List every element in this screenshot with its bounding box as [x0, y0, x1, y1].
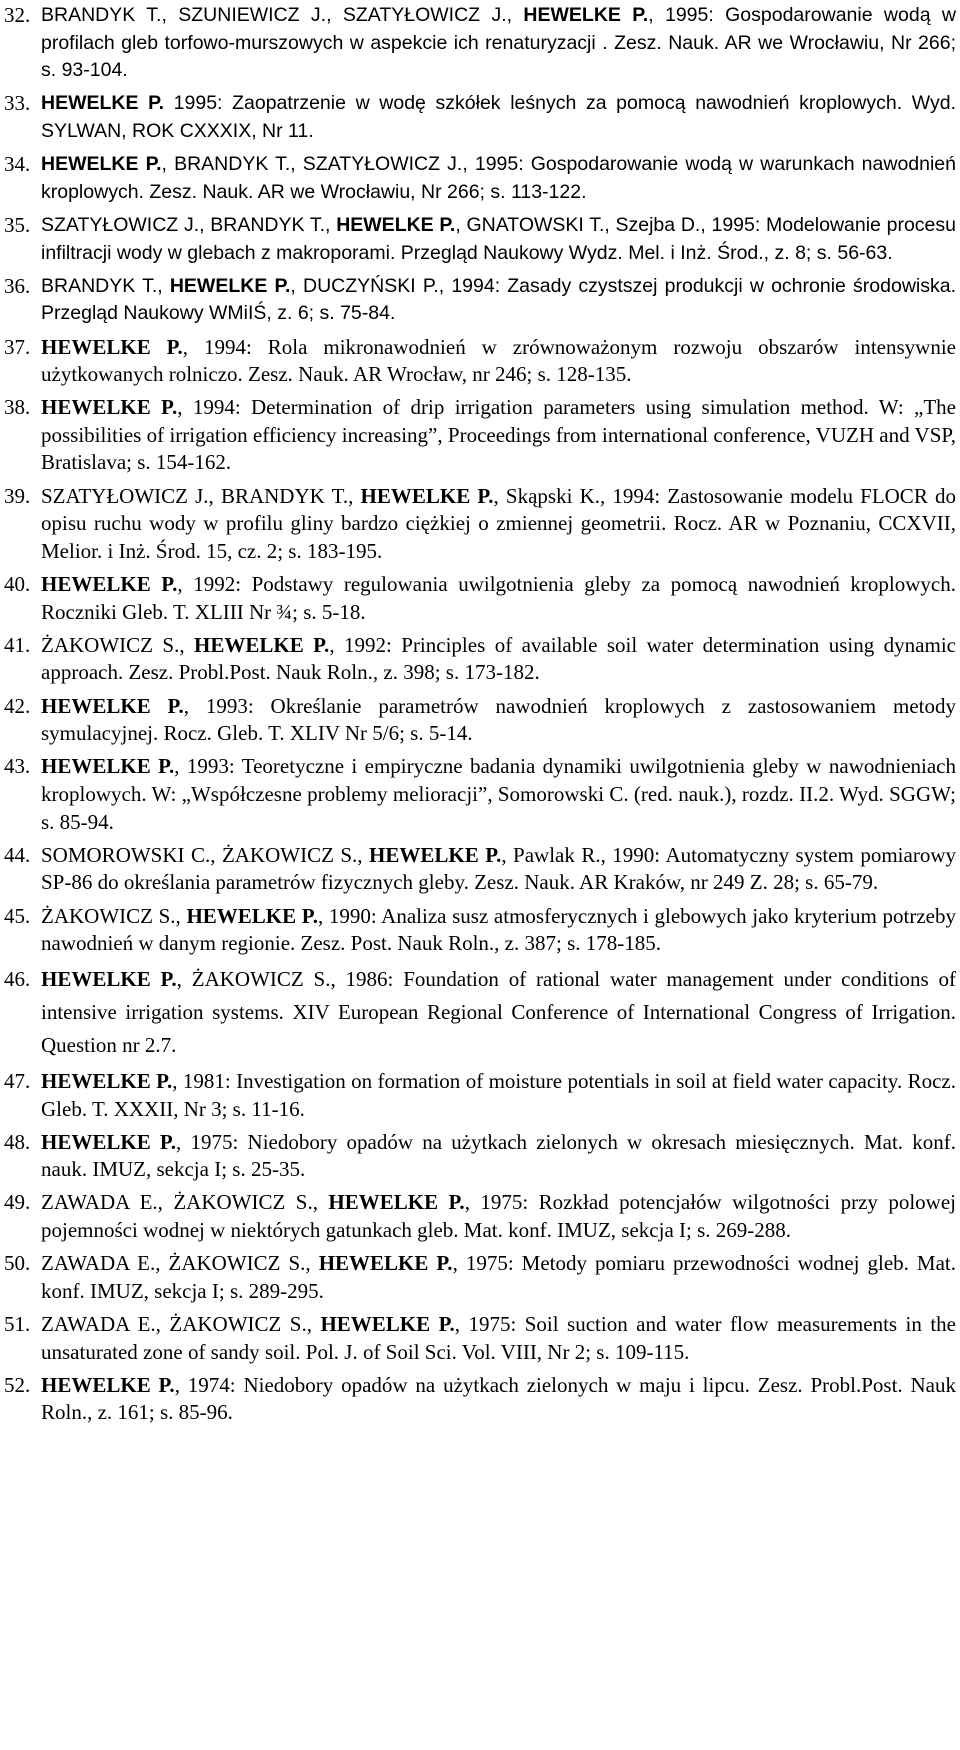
author-highlight: HEWELKE P.: [41, 92, 165, 115]
reference-segment: , 1990: Analiza susz atmosferycznych i glebowych jako kryterium potrzeby nawodnień w danym regionie. Zesz. Post. Nauk Roln., z. 387; s. 178-185.: [41, 903, 956, 956]
reference-segment: ŻAKOWICZ S.,: [41, 632, 195, 657]
reference-segment: ZAWADA E., ŻAKOWICZ S.,: [41, 1251, 319, 1276]
reference-number: 45.: [4, 903, 31, 928]
author-highlight: HEWELKE P.: [318, 1251, 453, 1276]
reference-item: [4, 273, 956, 328]
reference-segment: , BRANDYK T., SZATYŁOWICZ J., 1995: Gospodarowanie wodą w warunkach nawodnień kroplowych. Zesz. Nauk. AR we Wrocławiu, Nr 266; s. 113-122.: [41, 153, 957, 203]
reference-number: 46.: [4, 967, 31, 992]
author-highlight: HEWELKE P.: [41, 1129, 177, 1154]
reference-item: [4, 1189, 956, 1244]
author-highlight: HEWELKE P.: [336, 213, 456, 236]
reference-text: [41, 273, 956, 328]
reference-segment: , 1975: Rozkład potencjałów wilgotności przy polowej pojemności wodnej w niektórych gatunkach gleb. Mat. konf. IMUZ, sekcja I; s. 269-288.: [41, 1190, 956, 1243]
author-highlight: HEWELKE P.: [41, 1068, 173, 1093]
reference-text: [41, 1250, 956, 1305]
author-highlight: HEWELKE P.: [41, 754, 175, 779]
reference-segment: , 1975: Niedobory opadów na użytkach zielonych w okresach miesięcznych. Mat. konf. nauk. IMUZ, sekcja I; s. 25-35.: [41, 1129, 956, 1182]
reference-text: [41, 1311, 956, 1366]
reference-item: [4, 842, 956, 897]
reference-text: [41, 394, 956, 477]
author-highlight: HEWELKE P.: [41, 693, 184, 718]
reference-list: [4, 2, 956, 1427]
reference-text: [41, 90, 956, 145]
author-highlight: HEWELKE P.: [41, 967, 177, 992]
reference-item: [4, 753, 956, 836]
reference-segment: , 1981: Investigation on formation of moisture potentials in soil at field water capacity. Rocz. Gleb. T. XXXII, Nr 3; s. 11-16.: [41, 1068, 956, 1121]
reference-item: [4, 1068, 956, 1123]
author-highlight: HEWELKE P.: [369, 842, 502, 867]
reference-number: 44.: [4, 842, 31, 867]
reference-segment: , Skąpski K., 1994: Zastosowanie modelu FLOCR do opisu ruchu wody w profilu gliny bardzo ciężkiej o zmiennej geometrii. Rocz. AR w Poznaniu, CCXVII, Melior. i Inż. Środ. 15, cz. 2; s. 183-195.: [41, 483, 956, 563]
reference-item: [4, 90, 956, 145]
reference-item: [4, 1250, 956, 1305]
reference-text: [41, 334, 956, 389]
reference-number: 52.: [4, 1372, 31, 1397]
reference-text: [41, 1129, 956, 1184]
reference-text: [41, 842, 956, 897]
reference-segment: ZAWADA E., ŻAKOWICZ S.,: [41, 1312, 321, 1337]
reference-segment: BRANDYK T.,: [41, 274, 170, 297]
reference-text: [41, 1372, 956, 1427]
reference-number: 48.: [4, 1129, 31, 1154]
reference-segment: BRANDYK T., SZUNIEWICZ J., SZATYŁOWICZ J.,: [41, 4, 524, 26]
reference-segment: , 1992: Podstawy regulowania uwilgotnienia gleby za pomocą nawodnień kroplowych. Roczniki Gleb. T. XLIII Nr ¾; s. 5-18.: [41, 572, 956, 624]
reference-segment: , DUCZYŃSKI P., 1994: Zasady czystszej produkcji w ochronie środowiska. Przegląd Naukowy WMiIŚ, z. 6; s. 75-84.: [41, 274, 956, 325]
reference-number: 51.: [4, 1312, 31, 1337]
reference-number: 50.: [4, 1251, 31, 1276]
author-highlight: HEWELKE P.: [41, 334, 183, 359]
reference-segment: , Pawlak R., 1990: Automatyczny system pomiarowy SP-86 do określania parametrów fizycznych gleby. Zesz. Nauk. AR Kraków, nr 249 Z. 28; s. 65-79.: [41, 842, 956, 895]
reference-text: [41, 632, 956, 687]
reference-number: 42.: [4, 693, 31, 718]
reference-segment: , 1992: Principles of available soil water determination using dynamic approach. Zesz. Probl.Post. Nauk Roln., z. 398; s. 173-182.: [41, 632, 956, 685]
reference-number: 35.: [4, 212, 31, 237]
author-highlight: HEWELKE P.: [41, 395, 178, 420]
reference-segment: 1995: Zaopatrzenie w wodę szkółek leśnych za pomocą nawodnień kroplowych. Wyd. SYLWAN, ROK CXXXIX, Nr 11.: [41, 92, 956, 142]
reference-item: [4, 571, 956, 626]
reference-item: [4, 693, 956, 748]
reference-number: 32.: [4, 3, 31, 27]
reference-segment: , GNATOWSKI T., Szejba D., 1995: Modelowanie procesu infiltracji wody w glebach z makroporami. Przegląd Naukowy Wydz. Mel. i Inż. Środ., z. 8; s. 56-63.: [41, 213, 956, 264]
reference-number: 40.: [4, 572, 31, 597]
reference-item: [4, 1311, 956, 1366]
author-highlight: HEWELKE P.: [360, 483, 494, 508]
reference-number: 37.: [4, 334, 31, 359]
reference-number: 38.: [4, 395, 31, 420]
reference-segment: ZAWADA E., ŻAKOWICZ S.,: [41, 1190, 329, 1215]
reference-number: 47.: [4, 1068, 31, 1093]
reference-item: [4, 212, 956, 267]
reference-text: [41, 1189, 956, 1244]
reference-segment: , 1993: Określanie parametrów nawodnień kroplowych z zastosowaniem metody symulacyjnej. Rocz. Gleb. T. XLIV Nr 5/6; s. 5-14.: [41, 693, 956, 746]
author-highlight: HEWELKE P.: [41, 1372, 175, 1397]
reference-number: 33.: [4, 91, 31, 116]
reference-text: [41, 571, 956, 626]
reference-item: [4, 483, 956, 566]
reference-number: 36.: [4, 273, 31, 298]
reference-item: [4, 963, 956, 1062]
reference-number: 41.: [4, 632, 31, 657]
reference-text: [41, 903, 956, 958]
reference-item: [4, 151, 956, 206]
reference-segment: , 1994: Rola mikronawodnień w zrównoważonym rozwoju obszarów intensywnie użytkowanych rolniczo. Zesz. Nauk. AR Wrocław, nr 246; s. 128-135.: [41, 334, 956, 387]
author-highlight: HEWELKE P.: [186, 903, 318, 928]
reference-item: [4, 903, 956, 958]
reference-number: 34.: [4, 152, 31, 177]
reference-text: [41, 212, 956, 267]
reference-number: 39.: [4, 483, 31, 508]
author-highlight: HEWELKE P.: [41, 153, 162, 176]
reference-segment: , 1994: Determination of drip irrigation parameters using simulation method. W: „The possibilities of irrigation efficiency increasing”, Proceedings from international conference, VUZH and VSP, Bratislava; s. 154-162.: [41, 395, 956, 475]
reference-item: [4, 1129, 956, 1184]
reference-segment: , 1993: Teoretyczne i empiryczne badania dynamiki uwilgotnienia gleby w nawodnieniach kroplowych. W: „Współczesne problemy melioracji”, Somorowski C. (red. nauk.), rozdz. II.2. Wyd. SGGW; s. 85-94.: [41, 754, 956, 834]
reference-segment: ŻAKOWICZ S.,: [41, 903, 187, 928]
reference-segment: , ŻAKOWICZ S., 1986: Foundation of rational water management under conditions of intensive irrigation systems. XIV European Regional Conference of International Congress of Irrigation. Question nr 2.7.: [41, 967, 956, 1058]
reference-text: [41, 151, 956, 206]
author-highlight: HEWELKE P.: [320, 1312, 455, 1337]
reference-item: [4, 2, 956, 85]
reference-text: [41, 753, 956, 836]
reference-segment: SZATYŁOWICZ J., BRANDYK T.,: [41, 213, 337, 236]
reference-segment: , 1975: Soil suction and water flow measurements in the unsaturated zone of sandy soil. Pol. J. of Soil Sci. Vol. VIII, Nr 2; s. 109-115.: [41, 1312, 956, 1364]
reference-text: [41, 963, 956, 1062]
author-highlight: HEWELKE P.: [523, 4, 649, 26]
reference-text: [41, 1068, 956, 1123]
reference-number: 49.: [4, 1190, 31, 1215]
author-highlight: HEWELKE P.: [194, 632, 330, 657]
reference-number: 43.: [4, 754, 31, 779]
reference-segment: SZATYŁOWICZ J., BRANDYK T.,: [41, 483, 361, 508]
author-highlight: HEWELKE P.: [41, 572, 178, 597]
reference-segment: SOMOROWSKI C., ŻAKOWICZ S.,: [41, 842, 370, 867]
author-highlight: HEWELKE P.: [169, 274, 291, 297]
reference-segment: , 1974: Niedobory opadów na użytkach zielonych w maju i lipcu. Zesz. Probl.Post. Nauk Roln., z. 161; s. 85-96.: [41, 1372, 956, 1425]
reference-segment: , 1975: Metody pomiaru przewodności wodnej gleb. Mat. konf. IMUZ, sekcja I; s. 289-295.: [41, 1251, 956, 1303]
reference-item: [4, 632, 956, 687]
author-highlight: HEWELKE P.: [328, 1190, 465, 1215]
reference-text: [41, 693, 956, 748]
reference-segment: , 1995: Gospodarowanie wodą w profilach gleb torfowo-murszowych w aspekcie ich renaturyzacji . Zesz. Nauk. AR we Wrocławiu, Nr 266; s. 93-104.: [41, 4, 956, 82]
reference-text: [41, 483, 956, 566]
reference-text: [41, 2, 956, 85]
reference-item: [4, 1372, 956, 1427]
reference-item: [4, 334, 956, 389]
reference-item: [4, 394, 956, 477]
